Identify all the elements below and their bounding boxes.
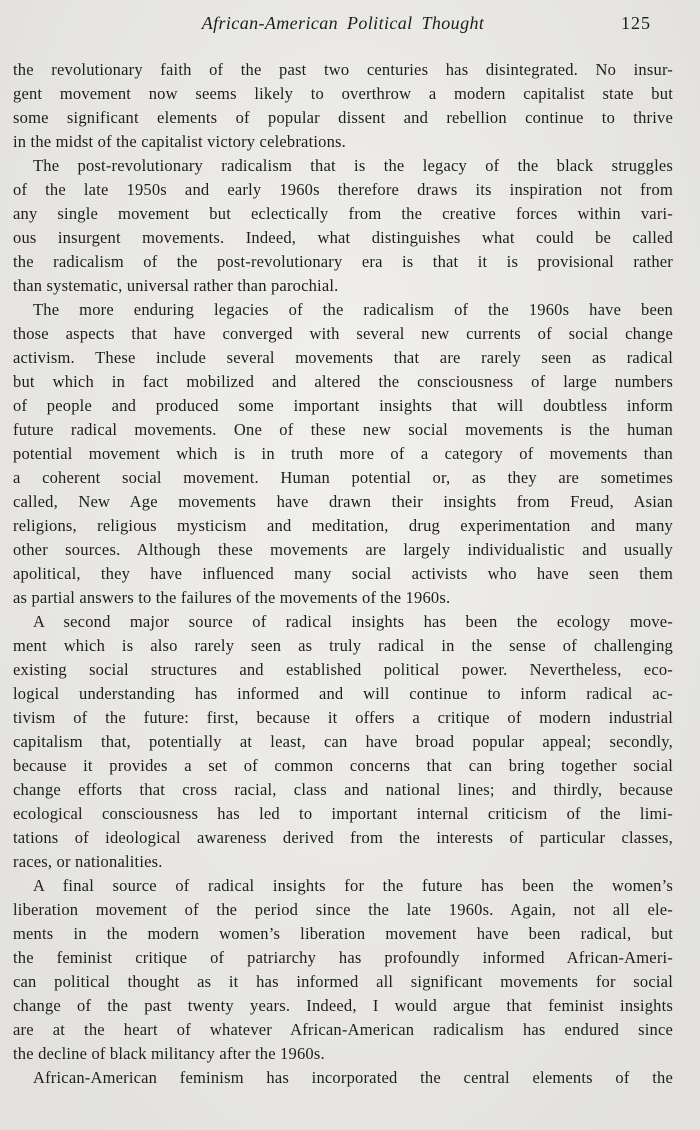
- text-line: ments in the modern women’s liberation movement have been radical, but: [13, 924, 673, 943]
- text-line: in the midst of the capitalist victory celebrations.: [13, 132, 346, 151]
- text-line: called, New Age movements have drawn their insights from Freud, Asian: [13, 492, 673, 511]
- running-header-title: African-American Political Thought: [201, 13, 485, 33]
- running-header: [13, 11, 673, 35]
- text-line: the feminist critique of patriarchy has profoundly informed African-Ameri-: [13, 948, 673, 967]
- paragraph: [13, 1066, 673, 1090]
- text-line: ous insurgent movements. Indeed, what distinguishes what could be called: [13, 228, 673, 247]
- text-line: tations of ideological awareness derived from the interests of particular classes,: [13, 828, 673, 847]
- text-line: the decline of black militancy after the 1960s.: [13, 1044, 325, 1063]
- text-line: a coherent social movement. Human potential or, as they are sometimes: [13, 468, 673, 487]
- page-body: [13, 58, 673, 1090]
- text-line: because it provides a set of common concerns that can bring together social: [13, 756, 673, 775]
- text-line: are at the heart of whatever African-American radicalism has endured since: [13, 1020, 673, 1039]
- text-line: of people and produced some important insights that will doubtless inform: [13, 396, 673, 415]
- text-line: of the late 1950s and early 1960s therefore draws its inspiration not from: [13, 180, 673, 199]
- text-line: potential movement which is in truth more of a category of movements than: [13, 444, 673, 463]
- text-line: ecological consciousness has led to important internal criticism of the limi-: [13, 804, 673, 823]
- text-line: any single movement but eclectically from the creative forces within vari-: [13, 204, 673, 223]
- text-line: African-American feminism has incorporated the central elements of the: [33, 1068, 673, 1087]
- text-line: than systematic, universal rather than parochial.: [13, 276, 339, 295]
- text-line: existing social structures and established political power. Nevertheless, eco-: [13, 660, 673, 679]
- text-line: A second major source of radical insights has been the ecology move-: [33, 612, 673, 631]
- paragraph: [13, 298, 673, 610]
- text-line: future radical movements. One of these new social movements is the human: [13, 420, 673, 439]
- text-line: ment which is also rarely seen as truly radical in the sense of challenging: [13, 636, 673, 655]
- text-line: logical understanding has informed and will continue to inform radical ac-: [13, 684, 673, 703]
- text-line: some significant elements of popular dissent and rebellion continue to thrive: [13, 108, 673, 127]
- text-line: religions, religious mysticism and meditation, drug experimentation and many: [13, 516, 673, 535]
- text-line: can political thought as it has informed all significant movements for social: [13, 972, 673, 991]
- paragraph: [13, 610, 673, 874]
- paragraph: [13, 154, 673, 298]
- paragraph: [13, 874, 673, 1066]
- paragraph: [13, 58, 673, 154]
- text-line: apolitical, they have influenced many social activists who have seen them: [13, 564, 673, 583]
- text-line: change efforts that cross racial, class and national lines; and thirdly, because: [13, 780, 673, 799]
- text-line: The more enduring legacies of the radicalism of the 1960s have been: [33, 300, 673, 319]
- text-line: as partial answers to the failures of the movements of the 1960s.: [13, 588, 451, 607]
- text-line: gent movement now seems likely to overthrow a modern capitalist state but: [13, 84, 673, 103]
- text-line: but which in fact mobilized and altered the consciousness of large numbers: [13, 372, 673, 391]
- text-line: activism. These include several movements that are rarely seen as radical: [13, 348, 673, 367]
- page-number: 125: [621, 13, 651, 33]
- text-line: races, or nationalities.: [13, 852, 163, 871]
- text-line: A final source of radical insights for the future has been the women’s: [33, 876, 673, 895]
- text-line: capitalism that, potentially at least, can have broad popular appeal; secondly,: [13, 732, 673, 751]
- text-line: liberation movement of the period since the late 1960s. Again, not all ele-: [13, 900, 673, 919]
- text-line: change of the past twenty years. Indeed, I would argue that feminist insights: [13, 996, 673, 1015]
- text-line: those aspects that have converged with several new currents of social change: [13, 324, 673, 343]
- text-line: the radicalism of the post-revolutionary era is that it is provisional rather: [13, 252, 673, 271]
- text-line: tivism of the future: first, because it offers a critique of modern industrial: [13, 708, 673, 727]
- text-line: the revolutionary faith of the past two centuries has disintegrated. No insur-: [13, 60, 673, 79]
- text-line: other sources. Although these movements are largely individualistic and usually: [13, 540, 673, 559]
- text-line: The post-revolutionary radicalism that is the legacy of the black struggles: [33, 156, 673, 175]
